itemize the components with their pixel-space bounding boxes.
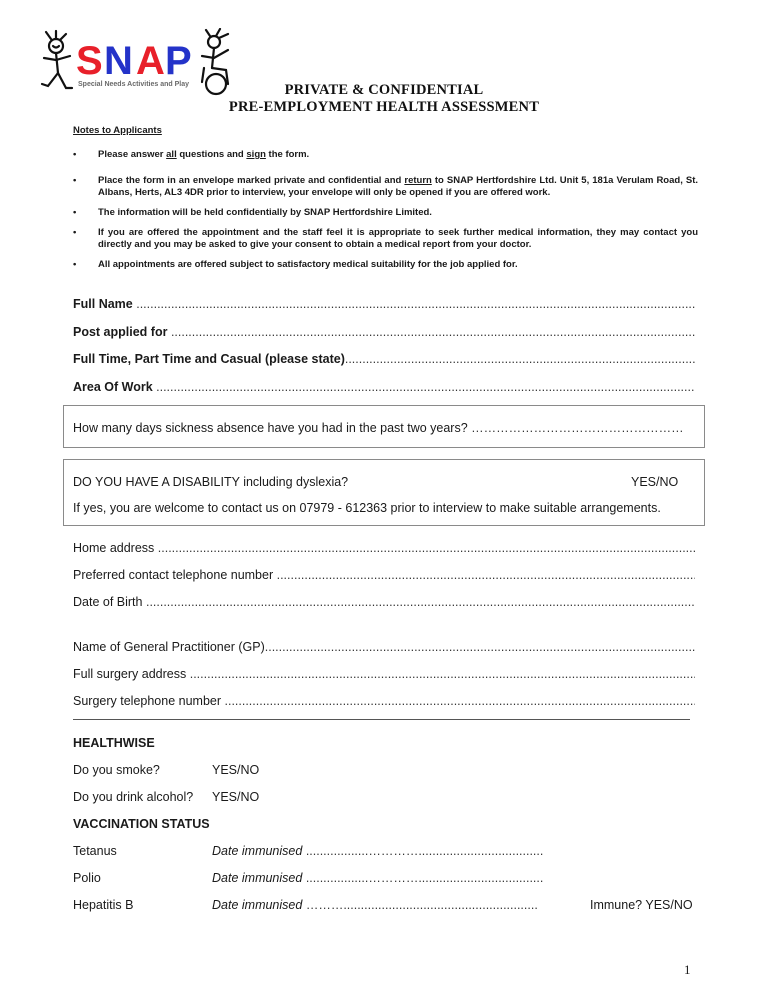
surgery-address-field[interactable] bbox=[73, 667, 695, 681]
alcohol-question: Do you drink alcohol? bbox=[73, 790, 194, 804]
disability-question: DO YOU HAVE A DISABILITY including dyslexia? bbox=[73, 475, 349, 489]
document-title-line2: PRE-EMPLOYMENT HEALTH ASSESSMENT bbox=[228, 99, 540, 115]
bullet-icon: • bbox=[73, 259, 77, 270]
document-title-line1: PRIVATE & CONFIDENTIAL bbox=[284, 82, 484, 98]
logo-brand-p: P bbox=[165, 39, 192, 83]
bullet-icon: • bbox=[73, 207, 77, 218]
employment-type-label: Full Time, Part Time and Casual (please state) bbox=[73, 352, 345, 366]
hepatitis-b-immune-yes-no[interactable]: Immune? YES/NO bbox=[590, 898, 693, 912]
home-address-field[interactable] bbox=[73, 541, 695, 555]
post-applied-field[interactable] bbox=[73, 325, 695, 339]
telephone-label: Preferred contact telephone number bbox=[73, 568, 274, 582]
post-applied-label: Post applied for bbox=[73, 325, 168, 339]
surgery-address-input[interactable] bbox=[190, 667, 695, 681]
healthwise-heading: HEALTHWISE bbox=[73, 736, 155, 750]
home-address-input[interactable] bbox=[158, 541, 695, 555]
section-divider bbox=[73, 719, 690, 720]
dob-label: Date of Birth bbox=[73, 595, 143, 609]
polio-date-input[interactable]: ..................………….................................... bbox=[305, 871, 544, 885]
disability-contact-note: If yes, you are welcome to contact us on 07979 - 612363 prior to interview to make suitable arrangements. bbox=[73, 501, 661, 515]
note-item: • Please answer all questions and sign the form. bbox=[73, 149, 310, 160]
gp-name-field[interactable] bbox=[73, 640, 695, 654]
area-of-work-input[interactable] bbox=[156, 380, 695, 394]
employment-type-input[interactable] bbox=[345, 352, 695, 366]
vaccine-name: Polio bbox=[73, 871, 101, 885]
surgery-phone-input[interactable] bbox=[225, 694, 696, 708]
polio-date-field[interactable] bbox=[212, 871, 543, 885]
tetanus-date-input[interactable]: ..................………….................................... bbox=[305, 844, 544, 858]
telephone-field[interactable] bbox=[73, 568, 695, 582]
gp-name-input[interactable] bbox=[265, 640, 695, 654]
sickness-absence-box bbox=[63, 405, 705, 448]
hepatitis-b-date-input[interactable]: ………........................................................ bbox=[305, 898, 538, 912]
surgery-address-label: Full surgery address bbox=[73, 667, 187, 681]
date-immunised-label: Date immunised bbox=[212, 871, 303, 885]
note-item: • Place the form in an envelope marked private and confidential and return to SNAP Hertfordshire Ltd. Unit 5, 181a Verulam Road, St. Albans, Herts, AL3 4DR prior to interview, your envelope will only be opened if you are offered work. bbox=[73, 175, 699, 198]
bullet-icon: • bbox=[73, 149, 77, 160]
page-number: 1 bbox=[684, 962, 691, 977]
hepatitis-b-date-field[interactable] bbox=[212, 898, 538, 912]
dob-field[interactable] bbox=[73, 595, 695, 609]
dob-input[interactable] bbox=[146, 595, 695, 609]
employment-type-field[interactable] bbox=[73, 352, 695, 366]
full-name-field[interactable] bbox=[73, 297, 695, 311]
home-address-label: Home address bbox=[73, 541, 155, 555]
logo-brand-n: N bbox=[104, 39, 133, 83]
full-name-input[interactable] bbox=[136, 297, 695, 311]
surgery-phone-label: Surgery telephone number bbox=[73, 694, 222, 708]
telephone-input[interactable] bbox=[277, 568, 695, 582]
logo-tagline: Special Needs Activities and Play bbox=[78, 81, 190, 88]
date-immunised-label: Date immunised bbox=[212, 898, 303, 912]
disability-answer-yes-no[interactable]: YES/NO bbox=[631, 475, 679, 489]
sickness-absence-question: How many days sickness absence have you had in the past two years? bbox=[73, 421, 468, 435]
note-item: • The information will be held confidentially by SNAP Hertfordshire Limited. bbox=[73, 207, 432, 218]
bullet-icon: • bbox=[73, 175, 77, 186]
note-item: • If you are offered the appointment and the staff feel it is appropriate to seek further medical information, they may contact you directly and you may be asked to give your consent to obtain a medical report from your doctor. bbox=[73, 227, 698, 250]
sickness-absence-field[interactable] bbox=[73, 421, 695, 435]
date-immunised-label: Date immunised bbox=[212, 844, 303, 858]
vaccination-heading: VACCINATION STATUS bbox=[73, 817, 210, 831]
note-item: • All appointments are offered subject to satisfactory medical suitability for the job applied for. bbox=[73, 259, 518, 270]
logo-brand-s: S bbox=[76, 39, 103, 83]
smoke-answer-yes-no[interactable]: YES/NO bbox=[212, 763, 260, 777]
vaccine-name: Tetanus bbox=[73, 844, 117, 858]
area-of-work-label: Area Of Work bbox=[73, 380, 153, 394]
logo-brand-a: A bbox=[136, 39, 165, 83]
alcohol-answer-yes-no[interactable]: YES/NO bbox=[212, 790, 260, 804]
sickness-absence-input[interactable]: …………………………………………… bbox=[471, 421, 684, 435]
full-name-label: Full Name bbox=[73, 297, 133, 311]
gp-name-label: Name of General Practitioner (GP) bbox=[73, 640, 265, 654]
notes-heading: Notes to Applicants bbox=[73, 125, 162, 136]
post-applied-input[interactable] bbox=[171, 325, 695, 339]
area-of-work-field[interactable] bbox=[73, 380, 695, 394]
bullet-icon: • bbox=[73, 227, 77, 238]
tetanus-date-field[interactable] bbox=[212, 844, 543, 858]
disability-box bbox=[63, 459, 705, 526]
vaccine-name: Hepatitis B bbox=[73, 898, 134, 912]
surgery-phone-field[interactable] bbox=[73, 694, 695, 708]
smoke-question: Do you smoke? bbox=[73, 763, 160, 777]
stick-figure-left-icon bbox=[42, 31, 72, 88]
